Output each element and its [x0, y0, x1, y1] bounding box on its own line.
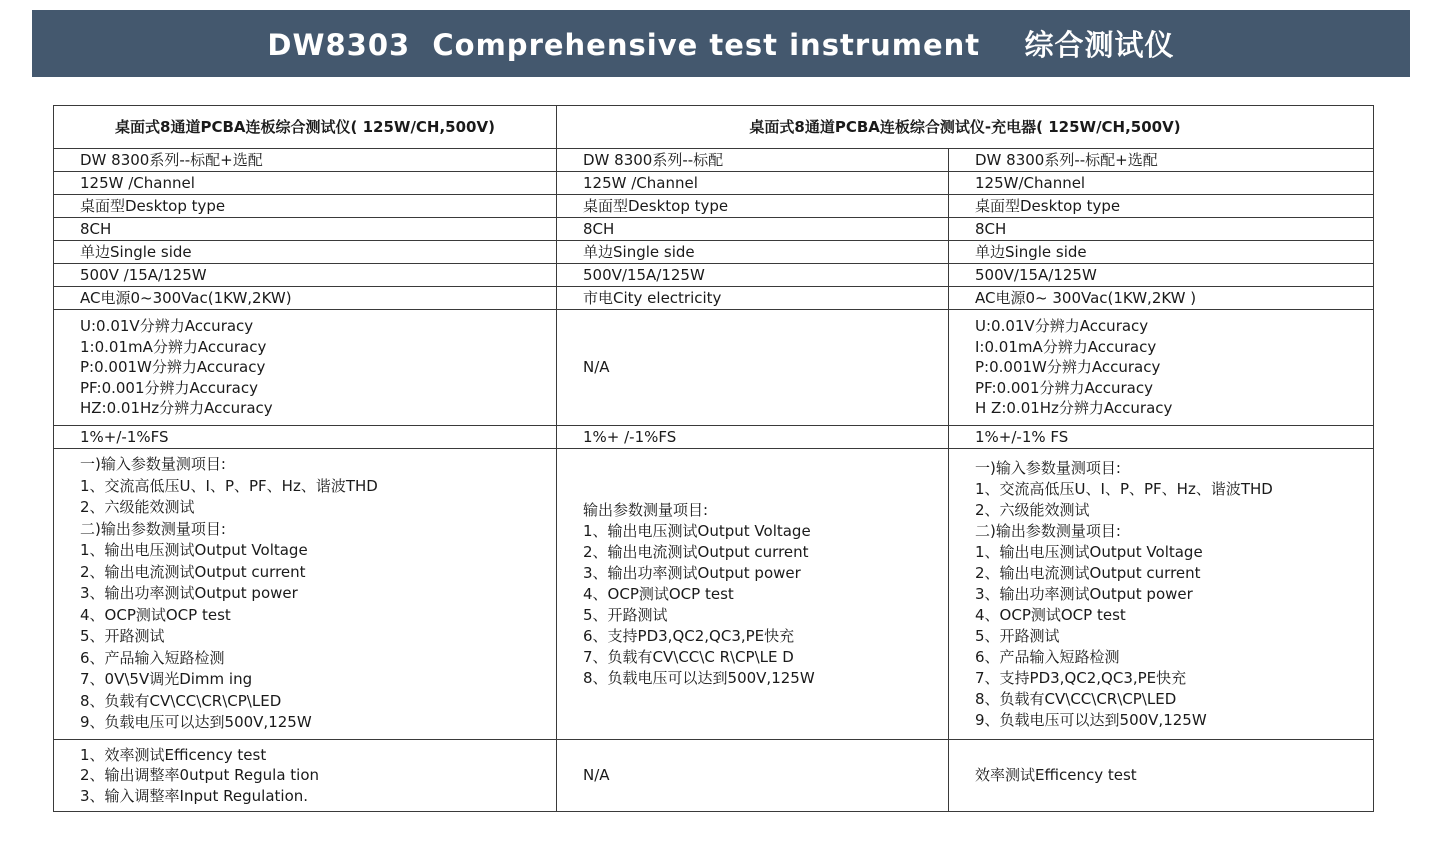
test-item: 5、开路测试	[583, 605, 668, 624]
table-row	[54, 172, 1374, 195]
table-cell: AC电源0~300Vac(1KW,2KW)	[54, 287, 557, 310]
table-cell: 500V/15A/125W	[949, 264, 1374, 287]
test-items-cell-c2	[557, 449, 949, 740]
test-item: 输出参数测量项目:	[583, 500, 709, 519]
accuracy-cell-c1	[54, 310, 557, 426]
test-item: 1、输出电压测试Output Voltage	[583, 521, 811, 540]
efficiency-item: 2、输出调整率0utput Regula tion	[80, 766, 320, 785]
efficiency-item: 3、输入调整率Input Regulation.	[80, 786, 309, 805]
test-item: 6、产品输入短路检测	[80, 648, 225, 667]
page-title-banner	[32, 10, 1410, 77]
table-cell: 125W /Channel	[54, 172, 557, 195]
accuracy-cell-c2	[557, 310, 949, 426]
test-item: 9、负载电压可以达到500V,125W	[80, 713, 312, 732]
test-item: 2、六级能效测试	[80, 498, 195, 517]
accuracy-row	[54, 310, 1374, 426]
table-row	[54, 218, 1374, 241]
accuracy-line: U:0.01V分辨力Accuracy	[975, 317, 1149, 336]
test-item: 3、输出功率测试Output power	[80, 584, 298, 603]
header-right: 桌面式8通道PCBA连板综合测试仪-充电器( 125W/CH,500V)	[557, 106, 1374, 149]
table-cell: 市电City electricity	[557, 287, 949, 310]
table-cell: 125W /Channel	[557, 172, 949, 195]
table-cell: AC电源0~ 300Vac(1KW,2KW )	[949, 287, 1374, 310]
test-item: 8、负载有CV\CC\CR\CP\LED	[975, 689, 1177, 708]
test-item: 5、开路测试	[80, 627, 165, 646]
test-item: 2、六级能效测试	[975, 500, 1090, 519]
table-row	[54, 264, 1374, 287]
table-cell: 8CH	[949, 218, 1374, 241]
test-item: 二)输出参数测量项目:	[80, 519, 226, 538]
test-item: 2、输出电流测试Output current	[975, 563, 1201, 582]
accuracy-line: H Z:0.01Hz分辨力Accuracy	[975, 399, 1173, 418]
test-items-cell-c3	[949, 449, 1374, 740]
accuracy-line: 1:0.01mA分辨力Accuracy	[80, 337, 267, 356]
accuracy-line: N/A	[583, 358, 610, 377]
accuracy-line: U:0.01V分辨力Accuracy	[80, 317, 254, 336]
table-row	[54, 287, 1374, 310]
test-item: 2、输出电流测试Output current	[583, 542, 809, 561]
table-cell: 桌面型Desktop type	[557, 195, 949, 218]
test-item: 1、输出电压测试Output Voltage	[80, 541, 308, 560]
efficiency-cell-c1	[54, 740, 557, 812]
efficiency-row	[54, 740, 1374, 812]
header-row	[54, 106, 1374, 149]
test-item: 8、负载有CV\CC\CR\CP\LED	[80, 691, 282, 710]
table-cell: 1%+/-1%FS	[54, 426, 557, 449]
test-item: 8、负载电压可以达到500V,125W	[583, 668, 815, 687]
table-cell: 1%+ /-1%FS	[557, 426, 949, 449]
accuracy-cell-c3	[949, 310, 1374, 426]
test-item: 9、负载电压可以达到500V,125W	[975, 710, 1207, 729]
test-item: 一)输入参数量测项目:	[975, 458, 1121, 477]
efficiency-item: N/A	[583, 766, 610, 785]
table-cell: DW 8300系列--标配+选配	[949, 149, 1374, 172]
test-item: 7、负载有CV\CC\C R\CP\LE D	[583, 647, 794, 666]
efficiency-cell-c2	[557, 740, 949, 812]
table-cell: 桌面型Desktop type	[949, 195, 1374, 218]
table-cell: 8CH	[54, 218, 557, 241]
test-item: 4、OCP测试OCP test	[975, 605, 1126, 624]
efficiency-cell-c3	[949, 740, 1374, 812]
efficiency-item: 效率测试Efficency test	[975, 766, 1137, 785]
test-item: 一)输入参数量测项目:	[80, 455, 226, 474]
table-cell: 125W/Channel	[949, 172, 1374, 195]
table-cell: 500V /15A/125W	[54, 264, 557, 287]
test-item: 6、产品输入短路检测	[975, 647, 1120, 666]
table-cell: 桌面型Desktop type	[54, 195, 557, 218]
test-item: 7、支持PD3,QC2,QC3,PE快充	[975, 668, 1187, 687]
table-cell: 单边Single side	[557, 241, 949, 264]
test-item: 6、支持PD3,QC2,QC3,PE快充	[583, 626, 795, 645]
fs-row	[54, 426, 1374, 449]
table-row	[54, 241, 1374, 264]
test-item: 7、0V\5V调光Dimm ing	[80, 670, 253, 689]
test-item: 4、OCP测试OCP test	[80, 605, 231, 624]
test-item: 1、交流高低压U、I、P、PF、Hz、谐波THD	[80, 476, 378, 495]
accuracy-line: HZ:0.01Hz分辨力Accuracy	[80, 399, 273, 418]
test-item: 3、输出功率测试Output power	[975, 584, 1193, 603]
table-cell: 500V/15A/125W	[557, 264, 949, 287]
accuracy-line: P:0.001W分辨力Accuracy	[975, 358, 1161, 377]
table-cell: 8CH	[557, 218, 949, 241]
test-item: 3、输出功率测试Output power	[583, 563, 801, 582]
accuracy-line: PF:0.001分辨力Accuracy	[975, 378, 1153, 397]
spec-comparison-table	[53, 105, 1374, 812]
table-row	[54, 195, 1374, 218]
test-item: 4、OCP测试OCP test	[583, 584, 734, 603]
test-item: 5、开路测试	[975, 626, 1060, 645]
test-items-cell-c1	[54, 449, 557, 740]
table-cell: DW 8300系列--标配+选配	[54, 149, 557, 172]
table-row	[54, 149, 1374, 172]
accuracy-line: I:0.01mA分辨力Accuracy	[975, 337, 1157, 356]
table-cell: 单边Single side	[949, 241, 1374, 264]
table-cell: 单边Single side	[54, 241, 557, 264]
test-item: 二)输出参数测量项目:	[975, 521, 1121, 540]
table-cell: DW 8300系列--标配	[557, 149, 949, 172]
test-item: 2、输出电流测试Output current	[80, 562, 306, 581]
test-item: 1、交流高低压U、I、P、PF、Hz、谐波THD	[975, 479, 1273, 498]
efficiency-item: 1、效率测试Efficency test	[80, 745, 267, 764]
accuracy-line: P:0.001W分辨力Accuracy	[80, 358, 266, 377]
header-left: 桌面式8通道PCBA连板综合测试仪( 125W/CH,500V)	[54, 106, 557, 149]
test-item: 1、输出电压测试Output Voltage	[975, 542, 1203, 561]
accuracy-line: PF:0.001分辨力Accuracy	[80, 378, 258, 397]
test-items-row	[54, 449, 1374, 740]
table-cell: 1%+/-1% FS	[949, 426, 1374, 449]
page-title: DW8303 Comprehensive test instrument 综合测试仪	[267, 28, 1175, 62]
